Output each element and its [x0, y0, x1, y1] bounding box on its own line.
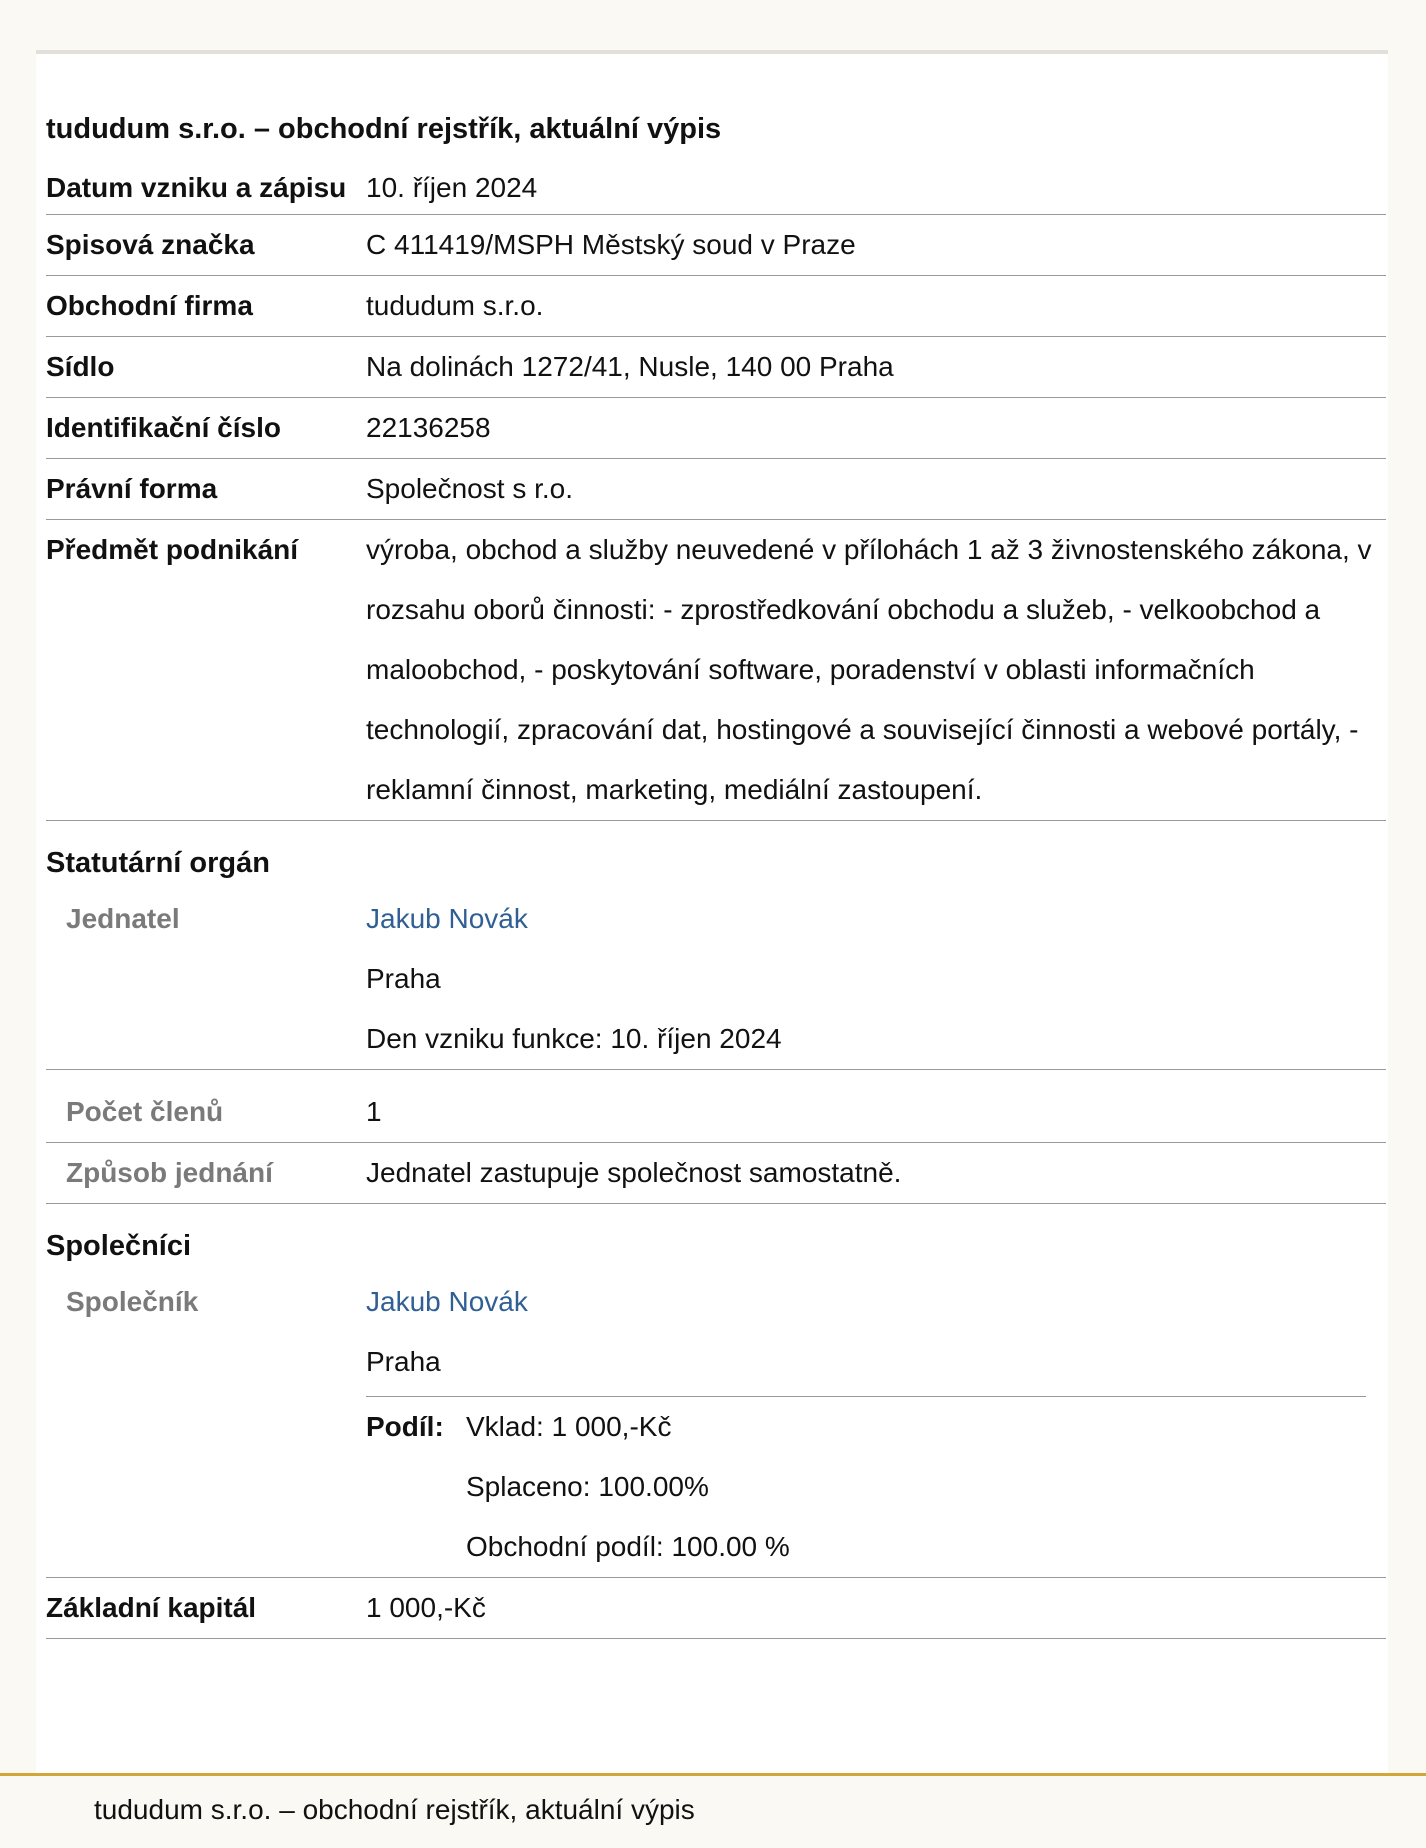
row-predmet-podnikani: [46, 520, 1386, 821]
row-spisova-znacka: [46, 215, 1386, 276]
row-sidlo: [46, 337, 1386, 398]
spolecnik-name-link[interactable]: Jakub Novák: [366, 1286, 528, 1317]
row-label: Základní kapitál: [46, 1592, 257, 1623]
podil-vklad: Vklad: 1 000,-Kč: [466, 1411, 672, 1442]
row-obchodni-firma: [46, 276, 1386, 337]
podil-obchodni: Obchodní podíl: 100.00 %: [466, 1531, 790, 1562]
row-label: Právní forma: [46, 473, 218, 504]
page-title: tududum s.r.o. – obchodní rejstřík, aktuální výpis: [46, 113, 722, 145]
registry-content: [46, 100, 1388, 1639]
jednatel-since: Den vzniku funkce: 10. říjen 2024: [366, 1023, 782, 1054]
spolecnik-podil: [366, 1396, 1366, 1577]
row-value: C 411419/MSPH Městský soud v Praze: [366, 229, 856, 260]
row-value: výroba, obchod a služby neuvedené v přílohách 1 až 3 živnostenského zákona, v rozsahu oborů činnosti: - zprostředkování obchodu a služeb, - velkoobchod a maloobchod, - poskytování software, poradenství v oblasti informačních technologií, zpracování dat, hostingové a související činnosti a webové portály, - reklamní činnost, marketing, mediální zastoupení.: [366, 534, 1372, 805]
podil-label: Podíl:: [366, 1411, 444, 1442]
row-value: Na dolinách 1272/41, Nusle, 140 00 Praha: [366, 351, 894, 382]
row-value: [366, 1272, 1386, 1577]
row-value: 10. říjen 2024: [366, 172, 538, 203]
row-value: tududum s.r.o.: [366, 290, 544, 321]
row-pocet-clenu: [46, 1070, 1386, 1143]
podil-details: [466, 1397, 790, 1577]
row-jednatel: [46, 889, 1386, 1070]
row-label: Počet členů: [66, 1096, 224, 1127]
footer: [0, 1773, 1426, 1848]
row-label: Sídlo: [46, 351, 115, 382]
spolecnik-city: Praha: [366, 1346, 441, 1377]
row-identifikacni-cislo: [46, 398, 1386, 459]
row-value: 22136258: [366, 412, 491, 443]
row-label: Spisová značka: [46, 229, 255, 260]
podil-splaceno: Splaceno: 100.00%: [466, 1471, 709, 1502]
registry-card: [36, 50, 1388, 1777]
row-value: 1 000,-Kč: [366, 1592, 486, 1623]
row-value: Společnost s r.o.: [366, 473, 574, 504]
row-label: Předmět podnikání: [46, 534, 299, 565]
row-value: [366, 889, 1386, 1069]
row-value: Jednatel zastupuje společnost samostatně.: [366, 1157, 902, 1188]
row-label: Obchodní firma: [46, 290, 253, 321]
row-pravni-forma: [46, 459, 1386, 520]
row-datum-vzniku: [46, 158, 1386, 215]
row-label: Datum vzniku a zápisu: [46, 172, 347, 203]
jednatel-city: Praha: [366, 963, 441, 994]
row-value: 1: [366, 1096, 382, 1127]
jednatel-name-link[interactable]: Jakub Novák: [366, 903, 528, 934]
row-zpusob-jednani: [46, 1143, 1386, 1204]
row-label: Identifikační číslo: [46, 412, 281, 443]
section-statutarni-organ: Statutární orgán: [46, 847, 270, 879]
row-spolecnik: [46, 1272, 1386, 1578]
row-label: Způsob jednání: [66, 1157, 273, 1188]
row-zakladni-kapital: [46, 1578, 1386, 1639]
footer-text: tududum s.r.o. – obchodní rejstřík, aktuální výpis: [94, 1794, 695, 1825]
row-label: Jednatel: [66, 903, 180, 934]
row-label: Společník: [66, 1286, 199, 1317]
section-spolecnici: Společníci: [46, 1230, 192, 1262]
